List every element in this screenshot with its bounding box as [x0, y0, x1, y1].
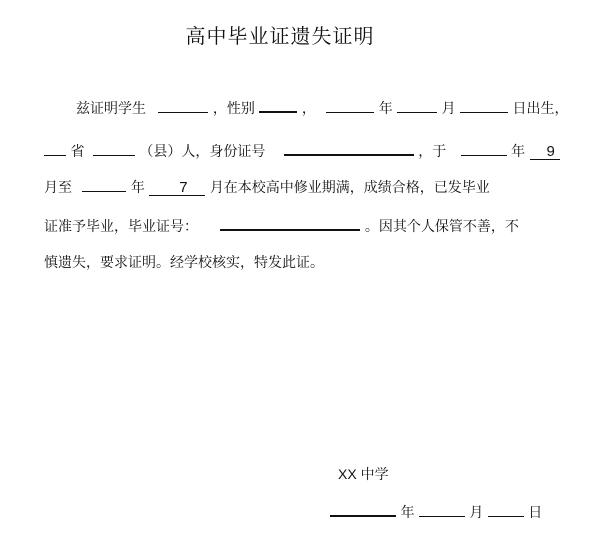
text-segment: 日出生， [512, 101, 569, 117]
text-segment: ，于 [418, 144, 447, 160]
enroll-month-blank[interactable] [530, 144, 560, 160]
county-blank[interactable] [93, 140, 135, 156]
enroll-year-blank[interactable] [461, 140, 507, 156]
text-segment: 月至 [44, 180, 72, 196]
province-blank[interactable] [44, 140, 66, 156]
signature-date [330, 500, 542, 522]
graduation-year-blank[interactable] [82, 176, 126, 192]
sign-day-label: 日 [528, 505, 543, 521]
student-name-blank[interactable] [158, 97, 208, 113]
school-name: XX 中学 [338, 466, 389, 482]
text-segment: 兹证明学生 [76, 101, 146, 117]
text-segment: 年 [130, 180, 145, 196]
document-title: 高中毕业证遗失证明 [185, 24, 375, 48]
paragraph-line-2 [44, 139, 560, 162]
diploma-number-blank[interactable] [220, 214, 360, 231]
text-segment: 年 [511, 144, 526, 160]
sign-day-blank[interactable] [488, 501, 524, 517]
text-segment: （县）人，身份证号 [139, 144, 266, 160]
text-segment: 月 [441, 101, 456, 117]
graduation-month-blank[interactable] [149, 180, 205, 196]
sign-month-blank[interactable] [419, 501, 465, 517]
paragraph-line-5 [44, 253, 324, 273]
gender-blank[interactable] [259, 96, 297, 113]
text-segment: 月在本校高中修业期满，成绩合格，已发毕业 [209, 180, 490, 196]
graduation-month-value: 7 [179, 179, 188, 196]
birth-month-blank[interactable] [397, 97, 437, 113]
sign-year-blank[interactable] [330, 500, 396, 517]
sign-month-label: 月 [469, 505, 484, 521]
text-segment: 年 [378, 101, 393, 117]
text-segment: ，性别 [212, 101, 255, 117]
birth-day-blank[interactable] [460, 97, 508, 113]
text-segment: 慎遗失，要求证明。经学校核实，特发此证。 [44, 255, 324, 271]
paragraph-line-1 [76, 96, 569, 119]
birth-year-blank[interactable] [326, 97, 374, 113]
text-segment: ， [301, 101, 316, 117]
paragraph-line-4 [44, 214, 519, 237]
text-segment: 。因其个人保管不善，不 [364, 219, 519, 235]
paragraph-line-3 [44, 176, 490, 198]
text-segment: 证准予毕业，毕业证号： [44, 219, 198, 235]
id-number-blank[interactable] [284, 139, 414, 156]
text-segment: 省 [70, 144, 85, 160]
sign-year-label: 年 [400, 505, 415, 521]
enroll-month-value: 9 [546, 143, 555, 160]
